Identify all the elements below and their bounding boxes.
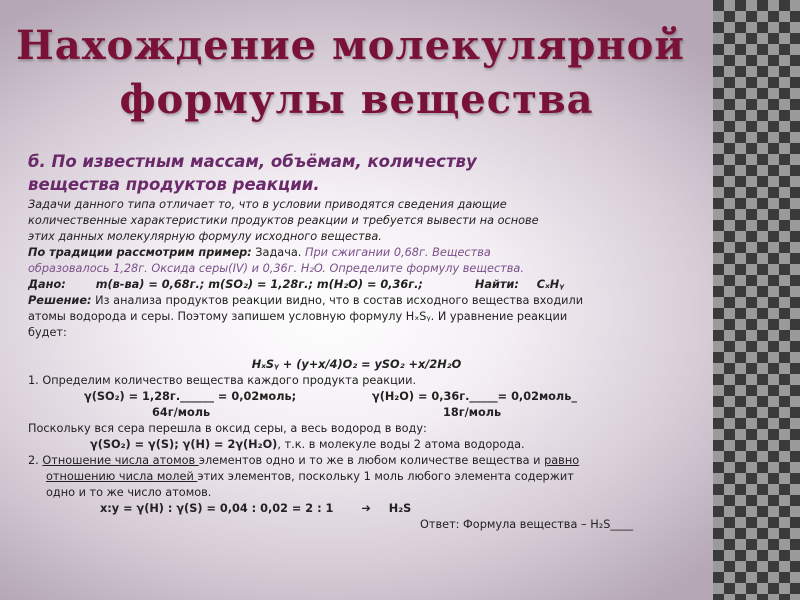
arrow-icon: ➔ — [361, 502, 371, 515]
step2-line2 — [46, 469, 574, 484]
intro-line2: количественные характеристики продуктов реакции и требуется вывести на основе — [28, 214, 539, 227]
denom-h2o: 18г/моль — [443, 406, 502, 419]
solution-line3: будет: — [28, 326, 67, 339]
nu-h2o: γ(H₂O) = 0,36г._____= 0,02моль_ — [372, 390, 577, 403]
nu-so2: γ(SO₂) = 1,28г.______ = 0,02моль; — [84, 390, 297, 403]
sulfur-line: Поскольку вся сера перешла в оксид серы, а весь водород в воду: — [28, 422, 427, 435]
slide-title-line1: Нахождение молекулярной — [16, 22, 685, 69]
step2-t2: этих элементов, поскольку 1 моль любого элемента содержит — [197, 470, 574, 483]
step2-num: 2. — [28, 454, 43, 467]
find-label: Найти: — [474, 278, 519, 291]
solution-line2: атомы водорода и серы. Поэтому запишем условную формулу HₓSᵧ. И уравнение реакции — [28, 310, 568, 323]
step2-u3: отношению числа молей — [46, 470, 198, 483]
solution-text1: Из анализа продуктов реакции видно, что в состав исходного вещества входили — [91, 294, 584, 307]
example-task2: образовалось 1,28г. Оксида серы(IV) и 0,36г. H₂O. Определите формулу вещества. — [28, 262, 524, 275]
sulfur-eq-tail: , т.к. в молекуле воды 2 атома водорода. — [277, 438, 525, 451]
intro-line3: этих данных молекулярную формулу исходного вещества. — [28, 230, 382, 243]
given-label: Дано: — [28, 278, 66, 291]
step2-line1 — [28, 453, 579, 468]
denom-so2: 64г/моль — [152, 406, 211, 419]
step2-line3: одно и то же число атомов. — [46, 486, 212, 499]
example-line1 — [28, 245, 491, 260]
step2-u2: равно — [544, 454, 580, 467]
step2-u1: Отношение числа атомов — [42, 454, 199, 467]
example-word: Задача. — [251, 246, 302, 259]
given-line — [28, 277, 564, 292]
step1-text: 1. Определим количество вещества каждого продукта реакции. — [28, 374, 417, 387]
ratio-result: H₂S — [388, 502, 412, 515]
ratio-line — [100, 501, 411, 516]
sulfur-eq-bold: γ(SO₂) = γ(S); γ(H) = 2γ(H₂O) — [90, 438, 278, 451]
answer: Ответ: Формула вещества – H₂S____ — [420, 518, 633, 531]
find-value: CₓHᵧ — [536, 278, 565, 291]
intro-line1: Задачи данного типа отличает то, что в условии приводятся сведения дающие — [28, 198, 507, 211]
sulfur-eq — [90, 437, 525, 452]
subtitle-line2: вещества продуктов реакции. — [28, 175, 320, 194]
example-label: По традиции рассмотрим пример: — [28, 246, 252, 259]
given-values: m(в-ва) = 0,68г.; m(SO₂) = 1,28г.; m(H₂O) = 0,36г.; — [95, 278, 423, 291]
ratio-text: x:y = γ(H) : γ(S) = 0,04 : 0,02 = 2 : 1 — [100, 502, 334, 515]
example-task1: При сжигании 0,68г. Вещества — [301, 246, 491, 259]
slide-title-line2: формулы вещества — [119, 76, 594, 123]
decorative-side-pattern — [713, 0, 800, 600]
solution-line1 — [28, 293, 583, 308]
reaction-equation: HₓSᵧ + (y+x/4)O₂ = ySO₂ +x/2H₂O — [251, 358, 462, 371]
solution-label: Решение: — [28, 294, 92, 307]
step2-t1: элементов одно и то же в любом количестве вещества и — [198, 454, 545, 467]
subtitle-line1: б. По известным массам, объёмам, количеству — [28, 152, 477, 171]
